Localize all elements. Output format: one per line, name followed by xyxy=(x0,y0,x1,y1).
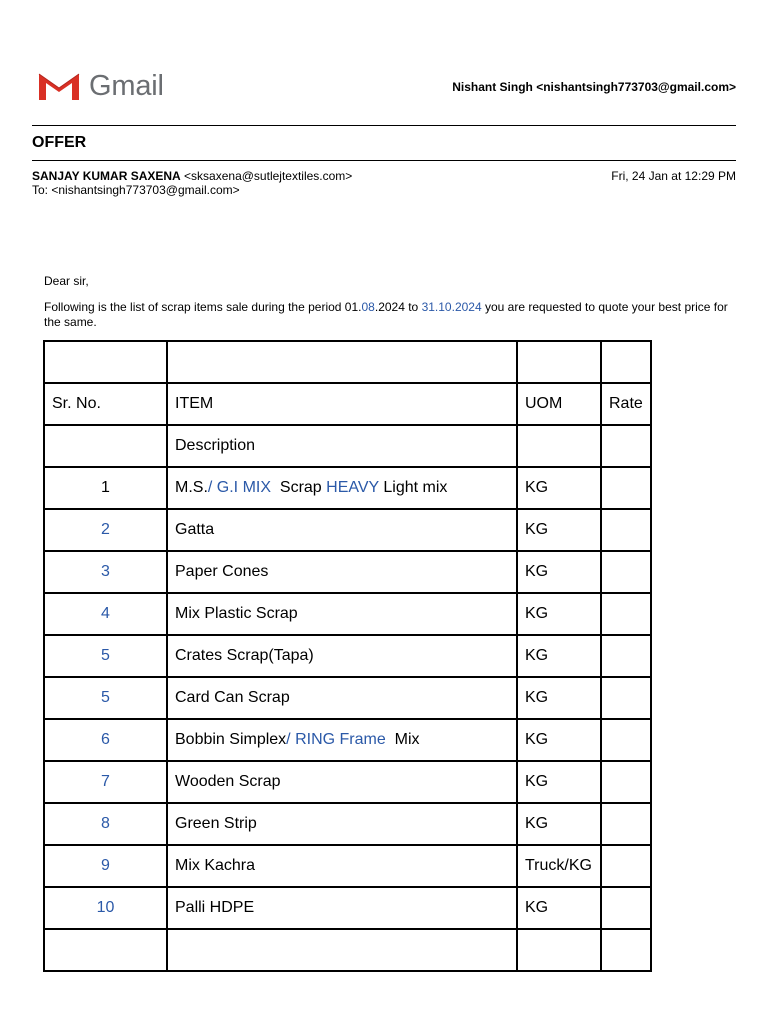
item-cell xyxy=(167,719,517,761)
rate-cell xyxy=(601,803,651,845)
sender-name: SANJAY KUMAR SAXENA xyxy=(32,169,181,183)
scrap-items-table xyxy=(43,340,652,972)
rate-cell xyxy=(601,887,651,929)
body-text: you are requested to quote your best price for the same. xyxy=(44,300,728,329)
table-row xyxy=(44,341,651,383)
rate-cell xyxy=(601,677,651,719)
email-date: Fri, 24 Jan at 12:29 PM xyxy=(611,169,736,183)
table-cell xyxy=(44,425,167,467)
sr-no-cell: 10 xyxy=(44,887,167,929)
divider xyxy=(32,125,736,126)
item-cell: Mix Kachra xyxy=(167,845,517,887)
item-text: / G.I MIX xyxy=(207,479,272,496)
table-cell xyxy=(44,341,167,383)
rate-cell xyxy=(601,467,651,509)
body-text: Following is the list of scrap items sale during the period 01. xyxy=(44,300,362,314)
gmail-logo xyxy=(37,68,164,104)
table-row xyxy=(44,887,651,929)
table-row xyxy=(44,467,651,509)
header-uom: UOM xyxy=(517,383,601,425)
divider xyxy=(32,160,736,161)
item-text: Light mix xyxy=(378,479,448,496)
uom-cell: KG xyxy=(517,761,601,803)
table-row xyxy=(44,719,651,761)
table-header-row xyxy=(44,383,651,425)
table-row xyxy=(44,929,651,971)
table-cell xyxy=(517,929,601,971)
item-text: / RING Frame xyxy=(286,731,386,748)
header-item: ITEM xyxy=(167,383,517,425)
table-cell xyxy=(601,341,651,383)
table-row xyxy=(44,845,651,887)
table-cell xyxy=(167,929,517,971)
uom-cell: KG xyxy=(517,677,601,719)
rate-cell xyxy=(601,551,651,593)
rate-cell xyxy=(601,761,651,803)
greeting: Dear sir, xyxy=(44,274,89,288)
sr-no-cell: 2 xyxy=(44,509,167,551)
sr-no-cell: 5 xyxy=(44,635,167,677)
body-paragraph xyxy=(44,300,734,329)
rate-cell xyxy=(601,509,651,551)
gmail-wordmark: Gmail xyxy=(89,69,164,102)
table-row xyxy=(44,635,651,677)
table-row xyxy=(44,509,651,551)
uom-cell: KG xyxy=(517,719,601,761)
item-cell: Mix Plastic Scrap xyxy=(167,593,517,635)
rate-cell xyxy=(601,593,651,635)
table-cell xyxy=(601,929,651,971)
table-row xyxy=(44,593,651,635)
header-rate: Rate xyxy=(601,383,651,425)
email-to: To: <nishantsingh773703@gmail.com> xyxy=(32,183,240,197)
sr-no-cell: 1 xyxy=(44,467,167,509)
item-text: Scrap xyxy=(271,479,327,496)
date-link[interactable]: 31.10.2024 xyxy=(421,300,482,314)
sr-no-cell: 6 xyxy=(44,719,167,761)
item-text: HEAVY xyxy=(326,479,379,496)
uom-cell: KG xyxy=(517,635,601,677)
header-sr-no: Sr. No. xyxy=(44,383,167,425)
account-header: Nishant Singh <nishantsingh773703@gmail.com> xyxy=(452,80,736,94)
table-row xyxy=(44,803,651,845)
item-text: Mix xyxy=(385,731,420,748)
item-text: M.S. xyxy=(175,479,208,496)
uom-cell: KG xyxy=(517,551,601,593)
date-link[interactable]: 08 xyxy=(361,300,375,314)
item-cell: Paper Cones xyxy=(167,551,517,593)
item-cell: Card Can Scrap xyxy=(167,677,517,719)
table-subheader-row xyxy=(44,425,651,467)
uom-cell: KG xyxy=(517,467,601,509)
table-cell xyxy=(167,341,517,383)
email-from xyxy=(32,169,352,183)
item-cell: Crates Scrap(Tapa) xyxy=(167,635,517,677)
table-cell xyxy=(44,929,167,971)
sr-no-cell: 5 xyxy=(44,677,167,719)
sr-no-cell: 8 xyxy=(44,803,167,845)
sr-no-cell: 7 xyxy=(44,761,167,803)
uom-cell: KG xyxy=(517,887,601,929)
rate-cell xyxy=(601,719,651,761)
uom-cell: KG xyxy=(517,593,601,635)
table-row xyxy=(44,551,651,593)
rate-cell xyxy=(601,845,651,887)
sender-email: <sksaxena@sutlejtextiles.com> xyxy=(184,169,353,183)
table-row xyxy=(44,677,651,719)
table-cell xyxy=(517,425,601,467)
item-cell: Green Strip xyxy=(167,803,517,845)
sr-no-cell: 3 xyxy=(44,551,167,593)
uom-cell: KG xyxy=(517,509,601,551)
item-cell xyxy=(167,467,517,509)
sr-no-cell: 9 xyxy=(44,845,167,887)
page-bottom-margin xyxy=(0,975,768,1024)
email-subject: OFFER xyxy=(32,134,87,151)
item-cell: Gatta xyxy=(167,509,517,551)
table-cell xyxy=(601,425,651,467)
table-cell xyxy=(517,341,601,383)
uom-cell: KG xyxy=(517,803,601,845)
item-text: Bobbin Simplex xyxy=(175,731,287,748)
table-row xyxy=(44,761,651,803)
uom-cell: Truck/KG xyxy=(517,845,601,887)
item-cell: Wooden Scrap xyxy=(167,761,517,803)
gmail-m-icon xyxy=(37,70,81,102)
body-text: .2024 to xyxy=(374,300,422,314)
rate-cell xyxy=(601,635,651,677)
sr-no-cell: 4 xyxy=(44,593,167,635)
item-cell: Palli HDPE xyxy=(167,887,517,929)
header-description: Description xyxy=(167,425,517,467)
